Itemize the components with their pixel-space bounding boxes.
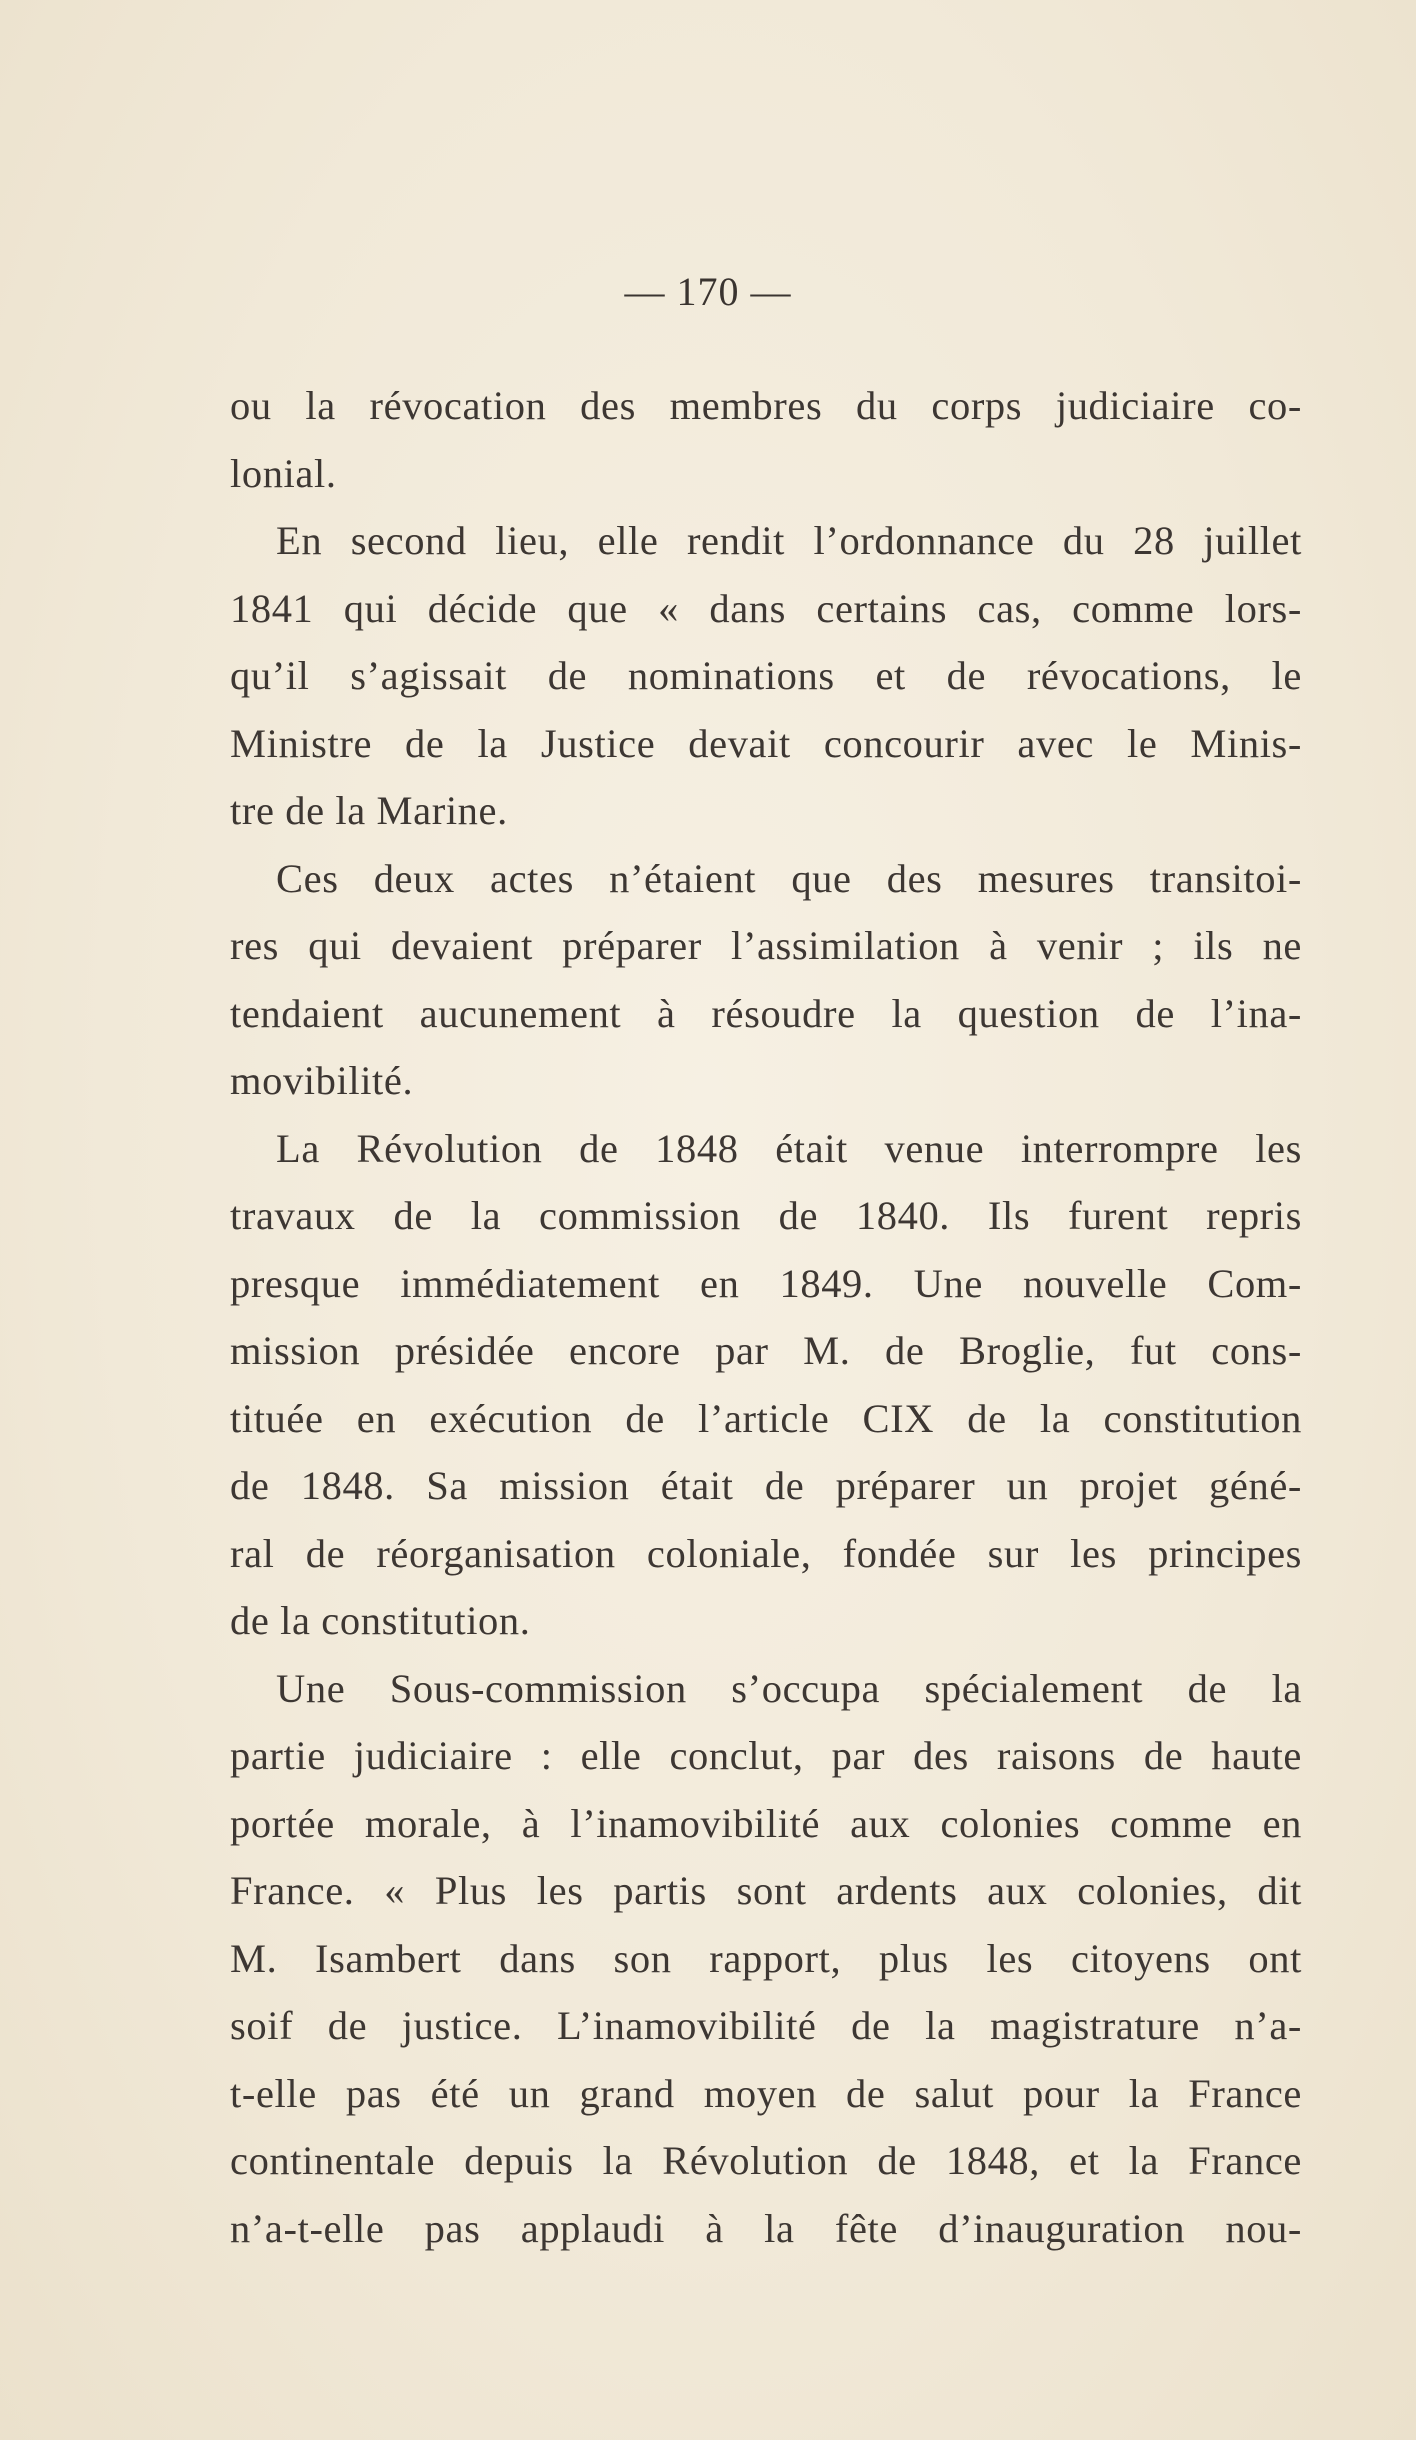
text-line: t-elle pas été un grand moyen de salut pour la France (230, 2070, 1302, 2116)
text-line: de la constitution. (230, 1598, 531, 1643)
text-line: res qui devaient préparer l’assimilation à venir ; ils ne (230, 923, 1302, 968)
text-line: France. « Plus les partis sont ardents aux colonies, dit (230, 1868, 1302, 1913)
text-line: portée morale, à l’inamovibilité aux colonies comme en (230, 1800, 1302, 1846)
text-line: de 1848. Sa mission était de préparer un projet géné- (230, 1463, 1302, 1508)
body-text (230, 372, 1302, 2262)
text-line: continentale depuis la Révolution de 1848, et la France (230, 2138, 1302, 2183)
text-line: travaux de la commission de 1840. Ils furent repris (230, 1193, 1302, 1238)
page-number: — 170 — (624, 269, 792, 314)
text-line: La Révolution de 1848 était venue interrompre les (276, 1125, 1302, 1171)
text-line: M. Isambert dans son rapport, plus les citoyens ont (230, 1935, 1302, 1981)
text-line: 1841 qui décide que « dans certains cas, comme lors- (230, 585, 1302, 631)
text-line: mission présidée encore par M. de Broglie, fut cons- (230, 1328, 1302, 1373)
text-line: qu’il s’agissait de nominations et de révocations, le (230, 653, 1302, 698)
text-line: tituée en exécution de l’article CIX de la constitution (230, 1395, 1302, 1441)
text-line: movibilité. (230, 1058, 414, 1103)
text-line: tendaient aucunement à résoudre la question de l’ina- (230, 990, 1302, 1036)
text-line: En second lieu, elle rendit l’ordonnance du 28 juillet (276, 518, 1302, 563)
text-line: ral de réorganisation coloniale, fondée sur les principes (230, 1530, 1302, 1576)
text-line: Ministre de la Justice devait concourir avec le Minis- (230, 720, 1302, 766)
text-line: Ces deux actes n’étaient que des mesures transitoi- (276, 855, 1302, 901)
text-line: soif de justice. L’inamovibilité de la magistrature n’a- (230, 2003, 1302, 2048)
text-line: n’a-t-elle pas applaudi à la fête d’inauguration nou- (230, 2205, 1302, 2251)
text-line: lonial. (230, 450, 337, 496)
text-line: tre de la Marine. (230, 788, 508, 833)
text-line: presque immédiatement en 1849. Une nouvelle Com- (230, 1260, 1302, 1306)
text-line: Une Sous-commission s’occupa spécialement de la (276, 1665, 1302, 1711)
text-line: partie judiciaire : elle conclut, par des raisons de haute (230, 1733, 1302, 1778)
text-line: ou la révocation des membres du corps judiciaire co- (230, 383, 1302, 428)
